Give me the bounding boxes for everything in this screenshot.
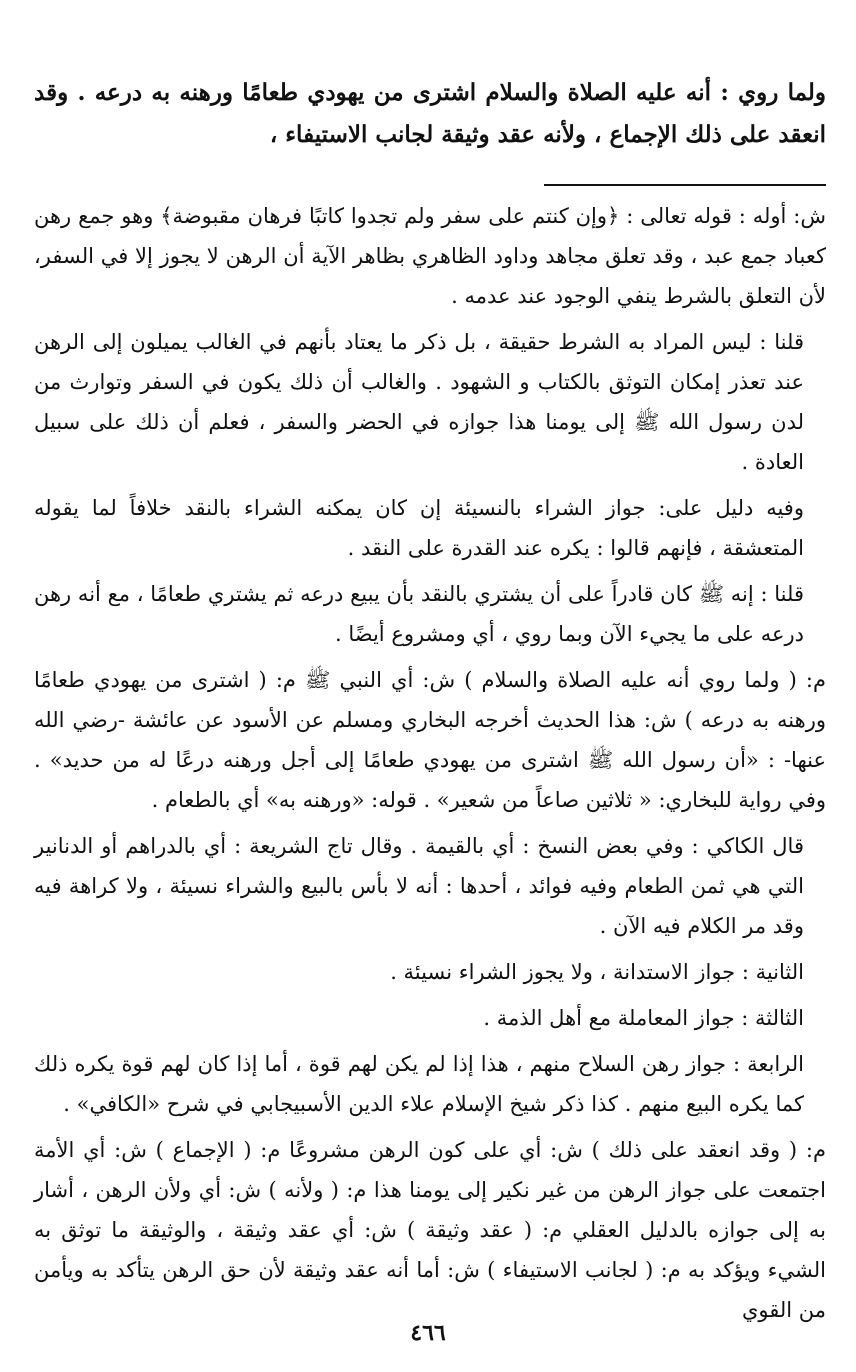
commentary-paragraph: قلنا : إنه ﷺ كان قادراً على أن يشتري بالنقد بأن يبيع درعه ثم يشتري طعامًا ، مع أنه رهن درعه على ما يجيء الآن وبما روي ، أي ومشروع أيضًا .	[34, 582, 804, 646]
commentary-paragraph: قال الكاكي : وفي بعض النسخ : أي بالقيمة . وقال تاج الشريعة : أي بالدراهم أو الدنانير التي هي ثمن الطعام وفيه فوائد ، أحدها : أنه لا بأس بالبيع والشراء نسيئة ، ولا كراهة فيه وقد مر الكلام فيه الآن .	[34, 834, 804, 938]
commentary-paragraph: م: ( وقد انعقد على ذلك ) ش: أي على كون الرهن مشروعًا م: ( الإجماع ) ش: أي الأمة اجتمعت على جواز الرهن من غير نكير إلى يومنا هذا م: ( ولأنه ) ش: أي ولأن الرهن ، أشار به إلى جوازه بالدليل العقلي م: ( عقد وثيقة ) ش: أي عقد وثيقة ، والوثيقة ما توثق به الشيء ويؤكد به م: ( لجانب الاستيفاء ) ش: أما أنه عقد وثيقة لأن حق الرهن يتأكد به ويأمن من القوي	[34, 1138, 826, 1322]
commentary-paragraph: م: ( ولما روي أنه عليه الصلاة والسلام ) ش: أي النبي ﷺ م: ( اشترى من يهودي طعامًا ورهنه به درعه ) ش: هذا الحديث أخرجه البخاري ومسلم عن الأسود عن عائشة -رضي الله عنها- : «أن رسول الله ﷺ اشترى من يهودي طعامًا إلى أجل ورهنه درعًا له من حديد» . وفي رواية للبخاري: « ثلاثين صاعاً من شعير» . قوله: «ورهنه به» أي بالطعام .	[34, 668, 826, 812]
commentary-paragraph: ش: أوله : قوله تعالى : ﴿وإن كنتم على سفر ولم تجدوا كاتبًا فرهان مقبوضة﴾ وهو جمع رهن كعباد جمع عبد ، وقد تعلق مجاهد وداود الظاهري بظاهر الآية أن الرهن لا يجوز إلا في السفر، لأن التعلق بالشرط ينفي الوجود عند عدمه .	[34, 204, 826, 308]
commentary-paragraph: الرابعة : جواز رهن السلاح منهم ، هذا إذا لم يكن لهم قوة ، أما إذا كان لهم قوة يكره ذلك كما يكره البيع منهم . كذا ذكر شيخ الإسلام علاء الدين الأسبيجابي في شرح «الكافي» .	[34, 1052, 804, 1116]
commentary-paragraph: قلنا : ليس المراد به الشرط حقيقة ، بل ذكر ما يعتاد بأنهم في الغالب يميلون إلى الرهن عند تعذر إمكان التوثق بالكتاب و الشهود . والغالب أن ذلك يكون في السفر وتوارث من لدن رسول الله ﷺ إلى يومنا هذا جوازه في الحضر والسفر ، فعلم أن ذلك على سبيل العادة .	[34, 330, 804, 474]
matn-text: ولما روي : أنه عليه الصلاة والسلام اشترى من يهودي طعامًا ورهنه به درعه . وقد انعقد على ذلك الإجماع ، ولأنه عقد وثيقة لجانب الاستيفاء ،	[34, 79, 826, 148]
commentary-paragraph: وفيه دليل على: جواز الشراء بالنسيئة إن كان يمكنه الشراء بالنقد خلافاً لما يقوله المتعشقة ، فإنهم قالوا : يكره عند القدرة على النقد .	[34, 496, 804, 560]
separator-rule	[544, 184, 826, 186]
book-page	[34, 72, 826, 1330]
page-number: ٤٦٦	[410, 1320, 446, 1346]
commentary-paragraph: الثالثة : جواز المعاملة مع أهل الذمة .	[483, 1006, 804, 1030]
commentary	[34, 196, 826, 1330]
commentary-paragraph: الثانية : جواز الاستدانة ، ولا يجوز الشراء نسيئة .	[390, 960, 804, 984]
